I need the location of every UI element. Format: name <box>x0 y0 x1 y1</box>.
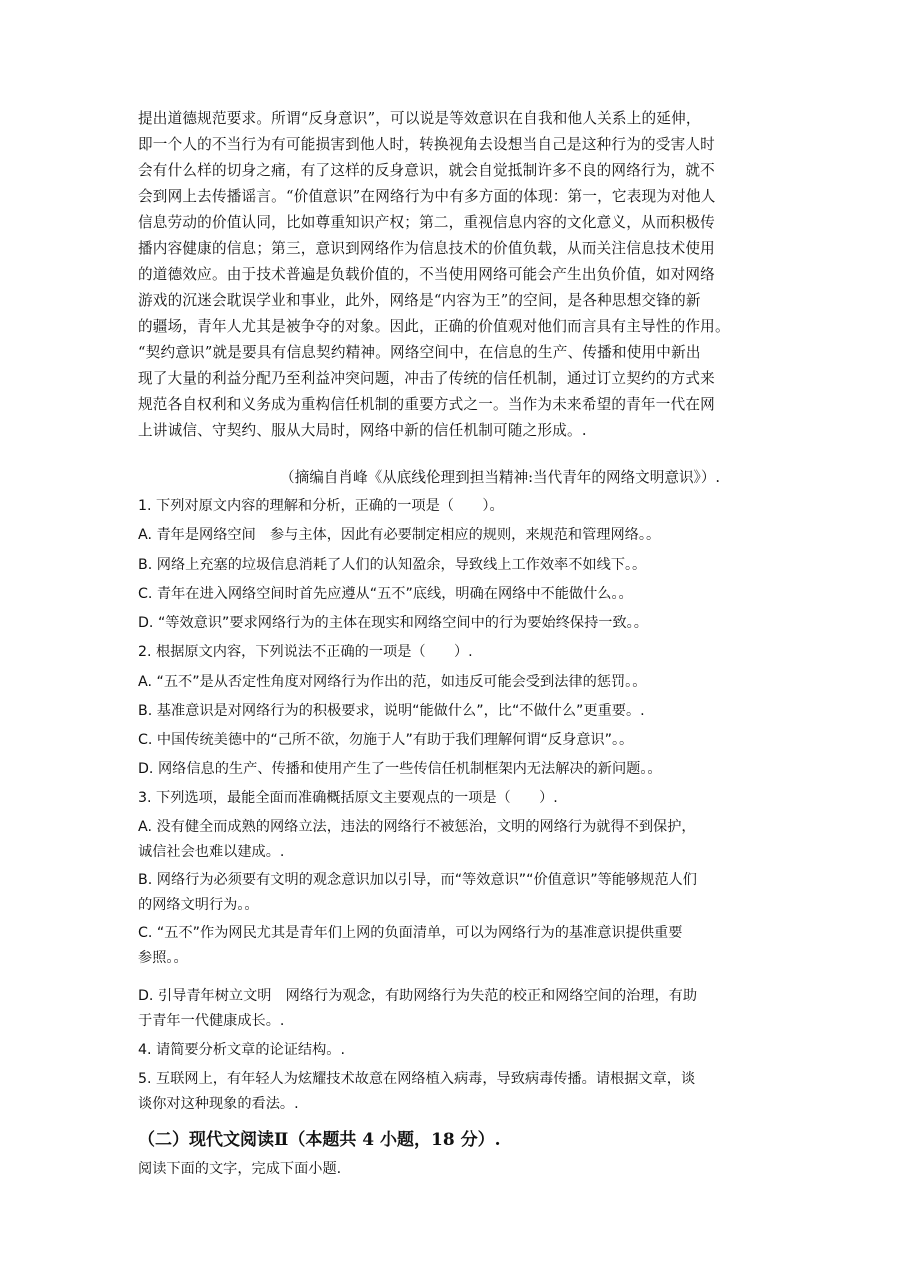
passage-line: 会到网上去传播谣言。“价值意识”在网络行为中有多方面的体现：第一，它表现为对他人 <box>138 188 716 205</box>
passage-text <box>138 106 778 444</box>
question-1-option-a: A. 青年是网络空间 参与主体，因此有必要制定相应的规则，来规范和管理网络。。 <box>138 527 661 543</box>
question-3-option-a-cont: 诚信社会也难以建成。. <box>138 844 285 860</box>
passage-line: 游戏的沉迷会耽误学业和事业，此外，网络是“内容为王”的空间，是各种思想交锋的新 <box>138 292 701 309</box>
question-1-option-d: D. “等效意识”要求网络行为的主体在现实和网络空间中的行为要始终保持一致。。 <box>138 615 648 631</box>
question-1-option-c: C. 青年在进入网络空间时首先应遵从“五不”底线，明确在网络中不能做什么。。 <box>138 586 633 602</box>
passage-line: 的疆场，青年人尤其是被争夺的对象。因此，正确的价值观对他们而言具有主导性的作用。 <box>138 318 730 335</box>
passage-line: 的道德效应。由于技术普遍是负载价值的，不当使用网络可能会产生出负价值，如对网络 <box>138 266 715 283</box>
question-5-cont: 谈你对这种现象的看法。. <box>138 1096 299 1112</box>
question-3-option-d: D. 引导青年树立文明 网络行为观念，有助网络行为失范的校正和网络空间的治理，有助 <box>138 988 698 1004</box>
question-3-option-a: A. 没有健全而成熟的网络立法，违法的网络行不被惩治，文明的网络行为就得不到保护， <box>138 819 696 835</box>
passage-line: 信息劳动的价值认同，比如尊重知识产权；第二，重视信息内容的文化意义，从而积极传 <box>138 214 715 231</box>
passage-line: 现了大量的利益分配乃至利益冲突问题，冲击了传统的信任机制，通过订立契约的方式来 <box>138 370 715 387</box>
question-5: 5. 互联网上，有年轻人为炫耀技术故意在网络植入病毒，导致病毒传播。请根据文章，谈 <box>138 1071 696 1087</box>
passage-line: 即一个人的不当行为有可能损害到他人时，转换视角去设想当自己是这种行为的受害人时 <box>138 136 715 153</box>
passage-line: 提出道德规范要求。所谓“反身意识”，可以说是等效意识在自我和他人关系上的延伸， <box>138 110 701 127</box>
question-2-option-c: C. 中国传统美德中的“己所不欲，勿施于人”有助于我们理解何谓“反身意识”。。 <box>138 732 634 748</box>
passage-line: 规范各自权利和义务成为重构信任机制的重要方式之一。当作为未来希望的青年一代在网 <box>138 396 715 413</box>
question-2-stem: 2. 根据原文内容，下列说法不正确的一项是（ ）. <box>138 644 473 660</box>
question-3-option-b-cont: 的网络文明行为。。 <box>138 897 259 913</box>
passage-line: 播内容健康的信息；第三，意识到网络作为信息技术的价值负载，从而关注信息技术使用 <box>138 240 715 257</box>
question-3-option-c-cont: 参照。。 <box>138 950 188 966</box>
question-3-stem: 3. 下列选项，最能全面而准确概括原文主要观点的一项是（ ）. <box>138 790 558 806</box>
passage-line: 上讲诚信、守契约、服从大局时，网络中新的信任机制可随之形成。. <box>138 422 587 439</box>
passage-line: “契约意识”就是要具有信息契约精神。网络空间中，在信息的生产、传播和使用中新出 <box>138 344 701 361</box>
question-3-option-b: B. 网络行为必须要有文明的观念意识加以引导，而“等效意识”“价值意识”等能够规范人们 <box>138 872 697 888</box>
question-1-stem: 1. 下列对原文内容的理解和分析，正确的一项是（ ）。 <box>138 498 504 514</box>
question-3-option-c: C. “五不”作为网民尤其是青年们上网的负面清单，可以为网络行为的基准意识提供重要 <box>138 925 683 941</box>
section-intro: 阅读下面的文字，完成下面小题. <box>138 1161 342 1177</box>
question-1-option-b: B. 网络上充塞的垃圾信息消耗了人们的认知盈余，导致线上工作效率不如线下。。 <box>138 557 647 573</box>
section-heading: （二）现代文阅读Ⅱ（本题共 4 小题，18 分）. <box>138 1130 501 1150</box>
passage-source: （摘编自肖峰《从底线伦理到担当精神:当代青年的网络文明意识》）. <box>280 469 721 486</box>
question-2-option-a: A. “五不”是从否定性角度对网络行为作出的范，如违反可能会受到法律的惩罚。。 <box>138 674 647 690</box>
question-2-option-d: D. 网络信息的生产、传播和使用产生了一些传信任机制框架内无法解决的新问题。。 <box>138 761 662 777</box>
question-2-option-b: B. 基准意识是对网络行为的积极要求，说明“能做什么”，比“不做什么”更重要。. <box>138 703 645 719</box>
question-3-option-d-cont: 于青年一代健康成长。. <box>138 1013 285 1029</box>
question-4: 4. 请简要分析文章的论证结构。. <box>138 1042 345 1058</box>
passage-line: 会有什么样的切身之痛，有了这样的反身意识，就会自觉抵制许多不良的网络行为，就不 <box>138 162 715 179</box>
